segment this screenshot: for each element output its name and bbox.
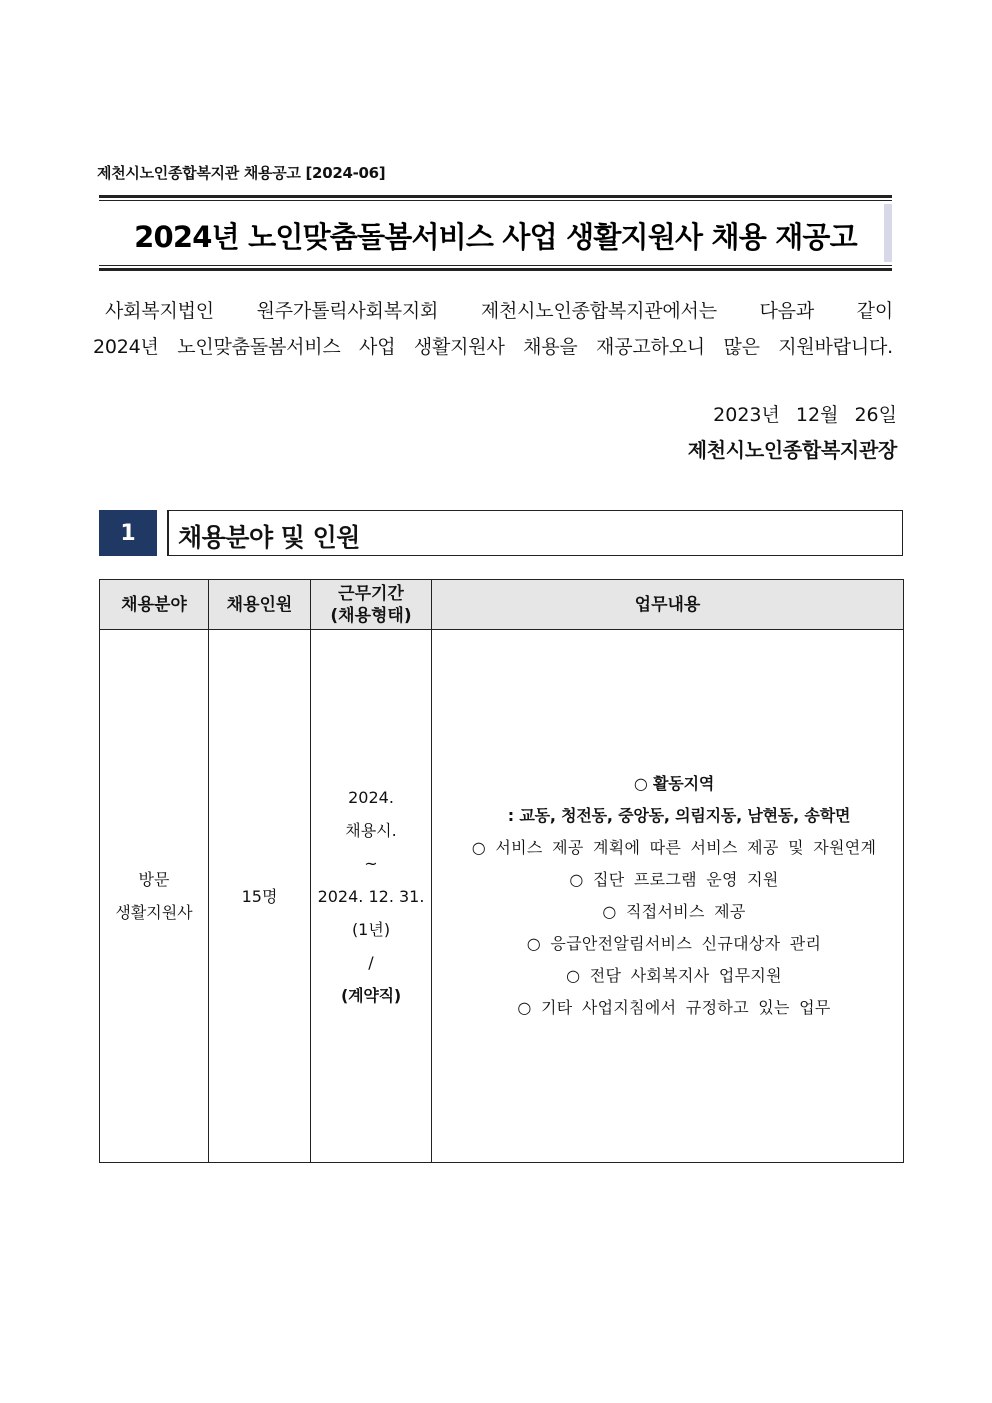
field-line: 방문 [138, 870, 170, 889]
header-count: 채용인원 [209, 580, 311, 630]
header-duties: 업무내용 [432, 580, 904, 630]
section-number: 1 [99, 510, 157, 556]
period-line: / [368, 952, 374, 972]
page-title: 2024년 노인맞춤돌봄서비스 사업 생활지원사 채용 재공고 [134, 220, 857, 254]
section-title-box [167, 510, 903, 556]
header-period [311, 580, 432, 630]
intro-paragraph [93, 293, 893, 365]
intro-line: 사회복지법인 원주가톨릭사회복지회 제천시노인종합복지관에서는 다음과 같이 [105, 300, 893, 322]
period-line: 채용시. [345, 820, 397, 840]
section-title: 채용분야 및 인원 [178, 523, 360, 552]
cell-count: 15명 [209, 630, 311, 1163]
duty-item: ○ 서비스 제공 계획에 따른 서비스 제공 및 자원연계 [471, 838, 877, 857]
duty-item: ○ 기타 사업지침에서 규정하고 있는 업무 [517, 998, 831, 1017]
duty-item: ○ 집단 프로그램 운영 지원 [569, 870, 779, 889]
recruitment-table [99, 579, 904, 1163]
cell-duties [432, 630, 904, 1163]
header-field: 채용분야 [100, 580, 209, 630]
period-line: 2024. [348, 787, 394, 807]
cell-period [311, 630, 432, 1163]
intro-line: 2024년 노인맞춤돌봄서비스 사업 생활지원사 채용을 재공고하오니 많은 지원바랍니다. [93, 336, 893, 358]
signer: 제천시노인종합복지관장 [687, 438, 897, 462]
notice-date: 2023년 12월 26일 [713, 404, 897, 426]
employment-type: (계약직) [341, 985, 401, 1005]
duty-item: ○ 직접서비스 제공 [602, 902, 746, 921]
duty-area-label: ○ 활동지역 [633, 774, 715, 793]
table-header-row [100, 580, 904, 630]
field-line: 생활지원사 [115, 903, 193, 922]
period-line: 2024. 12. 31. [317, 886, 425, 906]
duty-area-list: : 교동, 청전동, 중앙동, 의림지동, 남현동, 송학면 [507, 806, 851, 825]
period-line: (1년) [351, 919, 391, 939]
duty-item: ○ 응급안전알림서비스 신규대상자 관리 [526, 934, 822, 953]
header-period-line: (채용형태) [330, 605, 412, 626]
header-period-line: 근무기간 [338, 583, 404, 604]
cell-field [100, 630, 209, 1163]
notice-id: 제천시노인종합복지관 채용공고 [2024-06] [97, 164, 386, 182]
table-row [100, 630, 904, 1163]
duty-item: ○ 전담 사회복지사 업무지원 [566, 966, 782, 985]
title-banner [99, 195, 892, 271]
period-line: ~ [364, 853, 378, 873]
section-heading [99, 510, 903, 556]
